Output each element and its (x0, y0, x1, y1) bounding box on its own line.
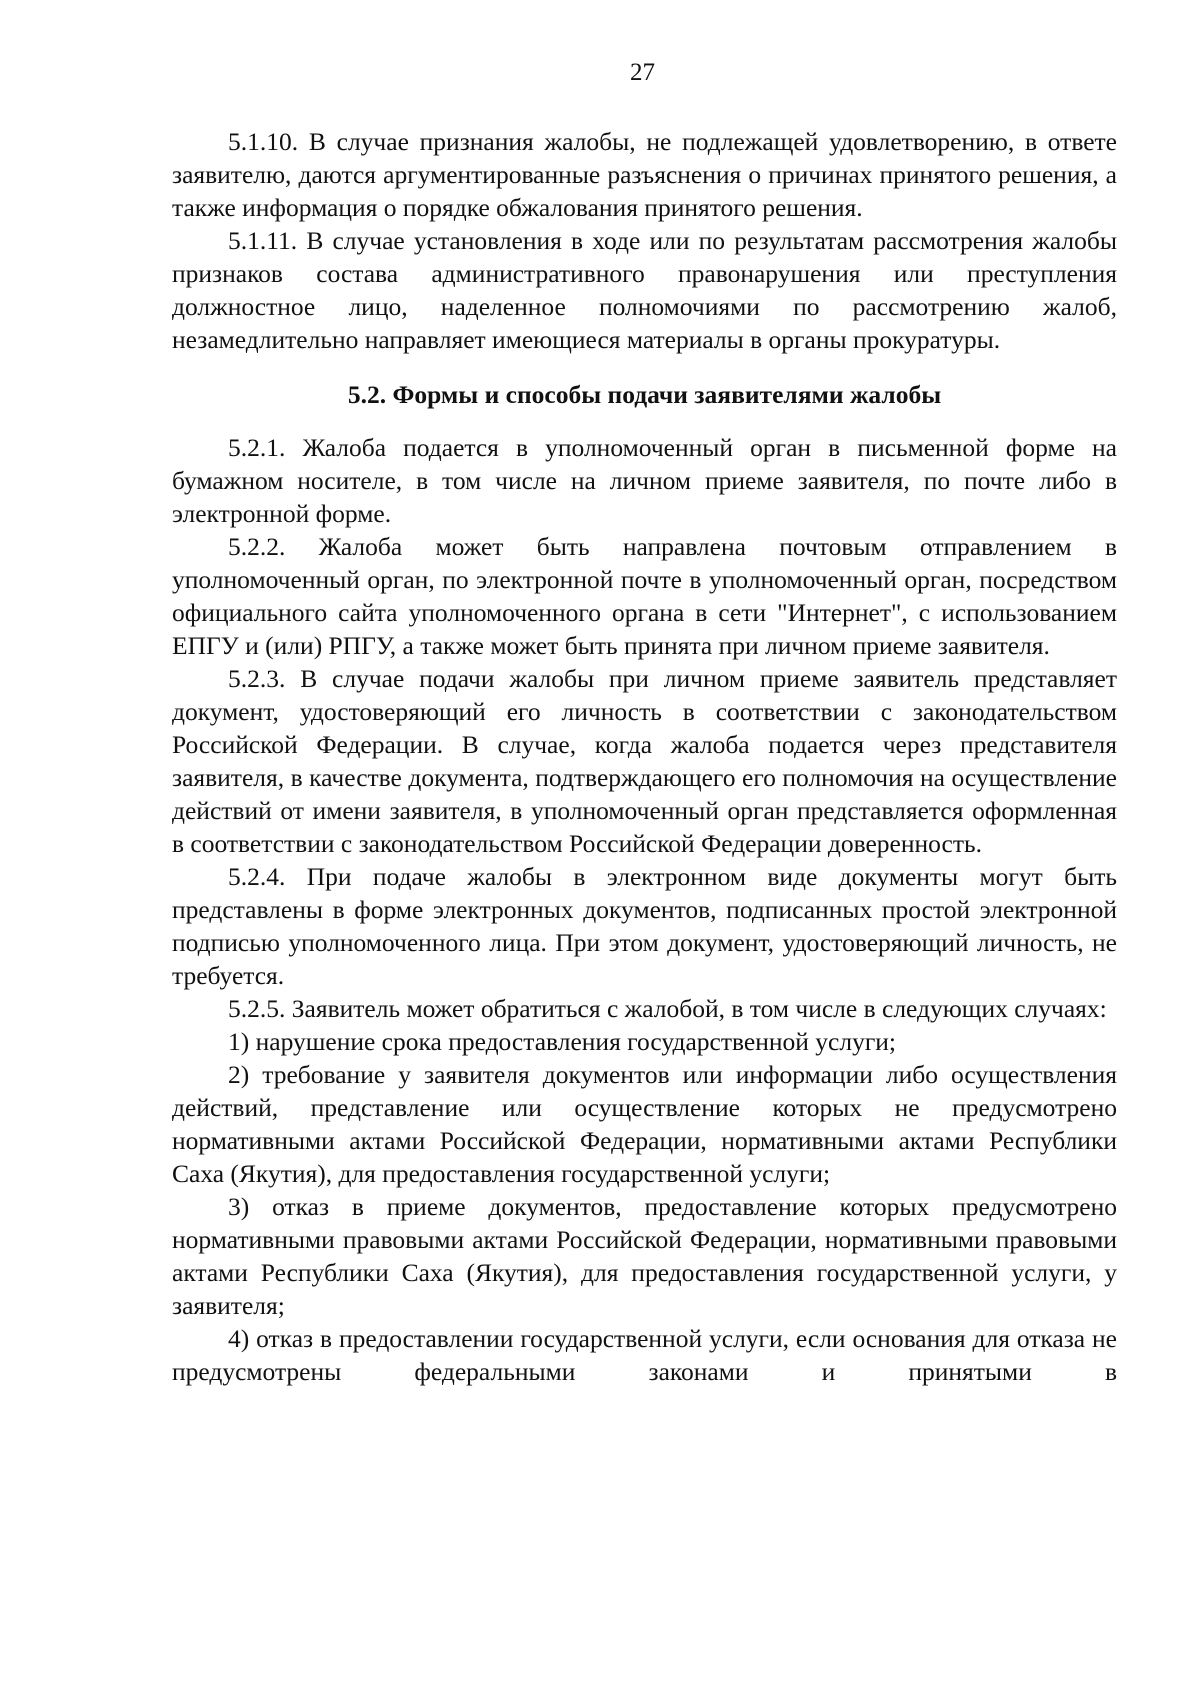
page-number: 27 (630, 59, 655, 86)
list-item-2: 2) требование у заявителя документов или информации либо осуществления действий, представление или осуществление которых не предусмотрено нормативными актами Российской Федерации, нормативными актами Республики Саха (Якутия), для предоставления государственной услуги; (172, 1060, 1117, 1188)
paragraph-5-2-1: 5.2.1. Жалоба подается в уполномоченный орган в письменной форме на бумажном носителе, в том числе на личном приеме заявителя, по почте либо в электронной форме. (172, 433, 1117, 528)
list-item-3: 3) отказ в приеме документов, предоставление которых предусмотрено нормативными правовыми актами Российской Федерации, нормативными правовыми актами Республики Саха (Якутия), для предоставления государственной услуги, у заявителя; (172, 1192, 1117, 1320)
paragraph-5-1-10: 5.1.10. В случае признания жалобы, не подлежащей удовлетворению, в ответе заявителю, даются аргументированные разъяснения о причинах принятого решения, а также информация о порядке обжалования принятого решения. (172, 127, 1117, 222)
section-heading: 5.2. Формы и способы подачи заявителями жалобы (347, 380, 942, 409)
list-item-1: 1) нарушение срока предоставления государственной услуги; (228, 1027, 897, 1056)
paragraph-5-2-2: 5.2.2. Жалоба может быть направлена почтовым отправлением в уполномоченный орган, по электронной почте в уполномоченный орган, посредством официального сайта уполномоченного органа в сети "Интернет", с использованием ЕПГУ и (или) РПГУ, а также может быть принята при личном приеме заявителя. (172, 532, 1117, 660)
document-body (172, 125, 1117, 1388)
paragraph-5-2-5: 5.2.5. Заявитель может обратиться с жалобой, в том числе в следующих случаях: (228, 994, 1107, 1023)
paragraph-5-2-3: 5.2.3. В случае подачи жалобы при личном приеме заявитель представляет документ, удостоверяющий его личность в соответствии с законодательством Российской Федерации. В случае, когда жалоба подается через представителя заявителя, в качестве документа, подтверждающего его полномочия на осуществление действий от имени заявителя, в уполномоченный орган представляется оформленная в соответствии с законодательством Российской Федерации доверенность. (172, 664, 1117, 858)
list-item-4: 4) отказ в предоставлении государственной услуги, если основания для отказа не предусмотрены федеральными законами и принятыми в (172, 1324, 1117, 1386)
paragraph-5-1-11: 5.1.11. В случае установления в ходе или по результатам рассмотрения жалобы признаков состава административного правонарушения или преступления должностное лицо, наделенное полномочиями по рассмотрению жалоб, незамедлительно направляет имеющиеся материалы в органы прокуратуры. (172, 226, 1117, 354)
paragraph-5-2-4: 5.2.4. При подаче жалобы в электронном виде документы могут быть представлены в форме электронных документов, подписанных простой электронной подписью уполномоченного лица. При этом документ, удостоверяющий личность, не требуется. (172, 862, 1117, 990)
